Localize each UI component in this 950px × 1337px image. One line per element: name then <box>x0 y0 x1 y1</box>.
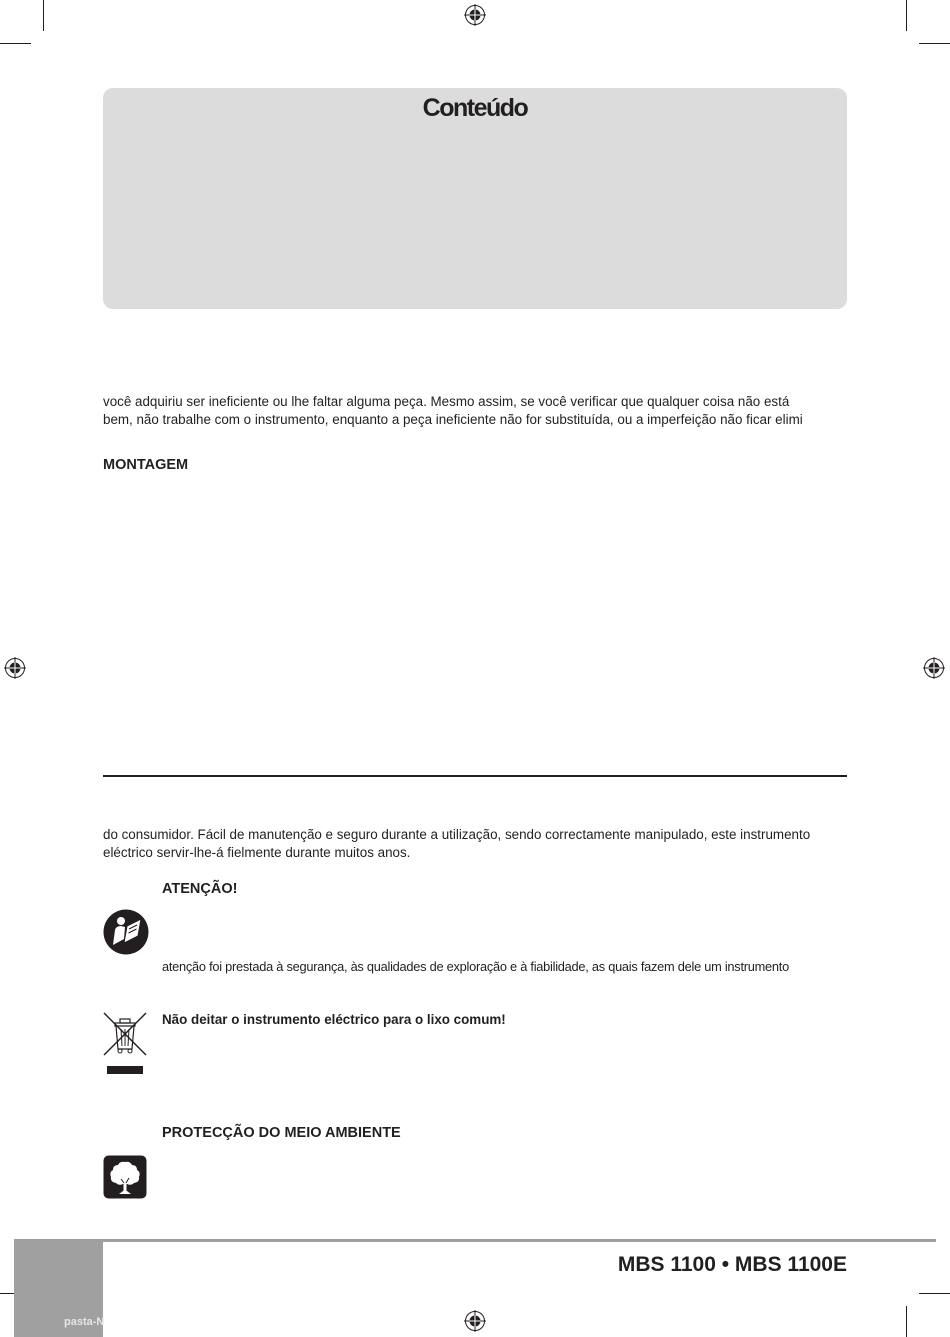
contents-box <box>103 88 847 309</box>
registration-mark-icon <box>923 657 945 679</box>
contents-title: Conteúdo <box>422 94 528 122</box>
intro-line-1: você adquiriu ser ineficiente ou lhe faltar alguma peça. Mesmo assim, se você verificar que qualquer coisa não está <box>103 394 790 409</box>
crop-mark <box>919 43 950 44</box>
tree-icon <box>103 1155 147 1199</box>
attention-heading: ATENÇÃO! <box>162 881 238 897</box>
environment-heading: PROTECÇÃO DO MEIO AMBIENTE <box>162 1125 401 1141</box>
footer-line <box>14 1239 936 1242</box>
crop-mark <box>906 1306 907 1337</box>
consumer-line-2: eléctrico servir-lhe-á fielmente durante muitos anos. <box>103 845 411 860</box>
read-manual-icon <box>103 909 149 955</box>
consumer-line-1: do consumidor. Fácil de manutenção e seguro durante a utilização, sendo correctamente manipulado, este instrumento <box>103 827 811 842</box>
crop-mark <box>919 1293 950 1294</box>
registration-mark-icon <box>4 657 26 679</box>
registration-mark-icon <box>464 1310 486 1332</box>
attention-text: atenção foi prestada à segurança, às qualidades de exploração e à fiabilidade, as quais fazem dele um instrumento <box>162 959 789 974</box>
registration-mark-icon <box>464 4 486 26</box>
intro-paragraph <box>103 393 847 429</box>
crop-mark <box>906 0 907 31</box>
model-name: MBS 1100 • MBS 1100E <box>617 1253 847 1276</box>
consumer-paragraph <box>103 826 847 862</box>
crop-mark <box>43 0 44 31</box>
disposal-warning: Não deitar o instrumento eléctrico para o lixo comum! <box>162 1012 506 1027</box>
crossed-bin-icon <box>103 1011 147 1075</box>
intro-line-2: bem, não trabalhe com o instrumento, enquanto a peça ineficiente não for substituída, ou a imperfeição não ficar elimi <box>103 412 803 427</box>
assembly-heading: MONTAGEM <box>103 457 189 473</box>
section-divider <box>103 775 847 777</box>
crop-mark <box>0 43 31 44</box>
footer-code: pasta-N <box>64 1316 105 1328</box>
